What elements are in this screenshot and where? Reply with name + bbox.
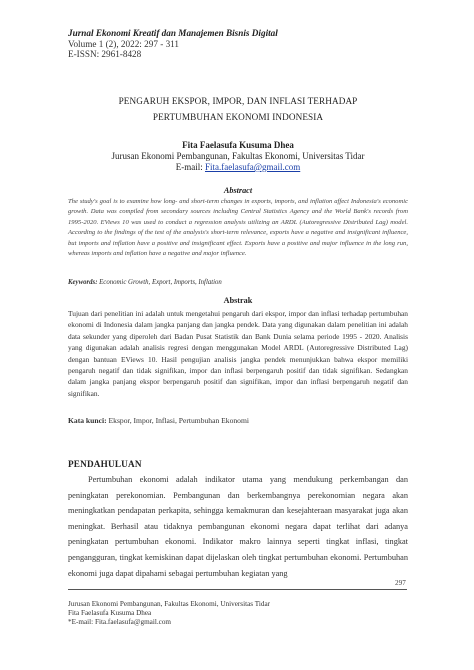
abstract-id-text: Tujuan dari penelitian ini adalah untuk mengetahui pengaruh dari ekspor, impor dan inflasi terhadap pertumbuhan ekonomi di Indonesia dalam jangka panjang dan jangka pendek. Data yang digunakan dalam penelitian ini adalah data sekunder yang diperoleh dari Badan Pusat Statistik dan Bank Dunia selama periode 1995 - 2020. Analisis yang digunakan adalah analisis regresi dengan menggunakan Model ARDL (Autoregressive Distributed Lag) dengan bantuan EViews 10. Hasil pengujian analisis jangka pendek menunjukkan bahwa ekspor memiliki pengaruh negatif dan tidak signifikan, impor dan inflasi berpengaruh positif dan tidak signifikan. Sedangkan dalam jangka panjang ekspor berpengaruh positif dan signifikan, impor dan inflasi berpengaruh negatif dan signifikan. [68,309,408,398]
keywords-en [68,279,408,286]
keywords-id [68,416,408,425]
author-email-line [68,162,408,173]
page-number: 297 [395,579,406,587]
abstract-en-text: The study's goal is to examine how long- and short-term changes in exports, imports, and inflation affect Indonesia's economic growth. Data was compiled from secondary sources including Central Statistics Agency and the World Bank's records from 1995-2020. EViews 10 was used to conduct a regression analysis utilizing an ARDL (Autoregressive Distributed Lag) model. According to the findings of the test of the analysis's short-term relevance, exports have a negative and insignificant influence, but imports and inflation have a positive and insignificant effect. Exports have a positive and major influence in the long run, whereas imports and inflation have a negative and major influence. [68,198,408,258]
title-line-2: PERTUMBUHAN EKONOMI INDONESIA [152,112,324,122]
footer-affiliation: Jurusan Ekonomi Pembangunan, Fakultas Ekonomi, Universitas Tidar [68,600,271,608]
footer-email: *E-mail: Fita.faelasufa@gmail.com [68,618,172,627]
section-heading: PENDAHULUAN [68,459,142,469]
author-affiliation: Jurusan Ekonomi Pembangunan, Fakultas Ekonomi, Universitas Tidar [111,151,365,161]
journal-volume: Volume 1 (2), 2022: 297 - 311 [68,38,180,49]
keywords-en-list: Economic Growth, Export, Imports, Inflation [97,279,222,286]
footer-author: Fita Faelasufa Kusuma Dhea [68,609,152,618]
author-name: Fita Faelasufa Kusuma Dhea [182,140,294,150]
journal-header [68,28,408,60]
email-link[interactable]: Fita.faelasufa@gmail.com [204,162,301,172]
journal-issn: E-ISSN: 2961-8428 [68,49,142,59]
abstract-id-heading: Abstrak [223,296,253,305]
title-line-1: PENGARUH EKSPOR, IMPOR, DAN INFLASI TERHADAP [118,96,358,106]
keywords-id-label: Kata kunci: [68,416,107,425]
section-body: Pertumbuhan ekonomi adalah indikator utama yang mendukung perkembangan dan peningkatan perekonomian. Pembangunan dan berkembangnya perekonomian negara akan meningkatkan pendapatan perkapita, sehingga kemakmuran dan kesejahteraan masyarakat juga akan meningkat. Berhasil atau tidaknya pembangunan ekonomi negara dapat terlihat dari adanya peningkatan pertumbuhan ekonomi. Indikator makro lainnya seperti tingkat inflasi, tingkat pengangguran, tingkat kemiskinan dapat dijelaskan oleh tingkat pertumbuhan ekonomi. Pertumbuhan ekonomi juga dapat dipahami sebagai pertumbuhan kegiatan yang [68,475,408,578]
abstract-en-heading: Abstract [223,186,253,195]
keywords-id-list: Ekspor, Impor, Inflasi, Pertumbuhan Ekonomi [106,416,249,425]
page-footer [68,600,408,628]
journal-name: Jurnal Ekonomi Kreatif dan Manajemen Bisnis Digital [68,28,278,38]
email-label: E-mail: [175,162,205,172]
footer-divider [68,589,407,590]
author-block [68,140,408,173]
keywords-en-label: Keywords: [68,279,98,286]
paper-title [68,93,408,125]
